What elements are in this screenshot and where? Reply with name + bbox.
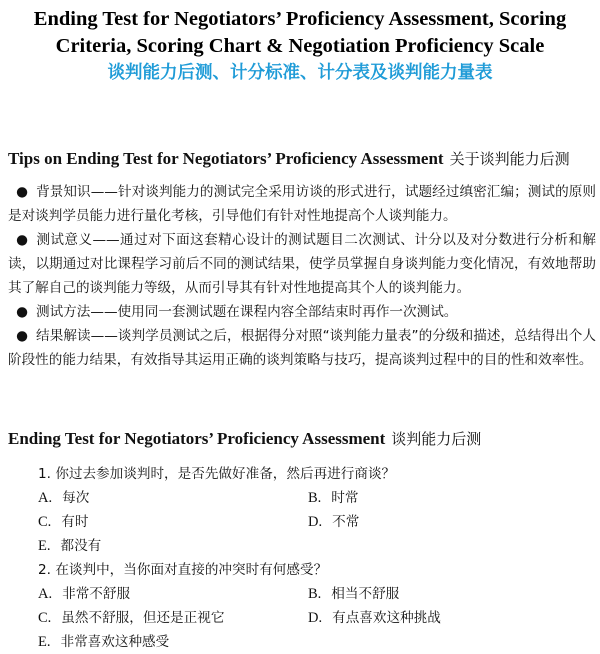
- tips-section: [8, 148, 596, 372]
- test-section: [8, 428, 596, 654]
- test-heading: [8, 428, 596, 450]
- tips-item: ● 测试方法——使用同一套测试题在课程内容全部结束时再作一次测试。: [8, 300, 596, 324]
- bullet-icon: ●: [16, 232, 28, 248]
- option-row: [8, 534, 596, 558]
- option-q1-c[interactable]: C. 有时: [38, 514, 89, 530]
- title-zh: 谈判能力后测、计分标准、计分表及谈判能力量表: [107, 63, 493, 83]
- tips-heading-zh: 关于谈判能力后测: [449, 150, 570, 168]
- tips-item: ● 测试意义——通过对下面这套精心设计的测试题目二次测试、计分以及对分数进行分析和解读，以期通过对比课程学习前后不同的测试结果，使学员掌握自身谈判能力变化情况，有效地帮助其了解自己的谈判能力等级，从而引导其有针对性地提高其个人的谈判能力。: [8, 228, 596, 300]
- option-q2-e[interactable]: E. 非常喜欢这种感受: [38, 634, 170, 650]
- option-row: [8, 630, 596, 654]
- option-q2-b[interactable]: B. 相当不舒服: [308, 586, 400, 602]
- bullet-icon: ●: [16, 304, 28, 320]
- test-heading-en: Ending Test for Negotiators’ Proficiency Assessment: [8, 429, 386, 448]
- option-row: [8, 582, 596, 606]
- tips-heading-en: Tips on Ending Test for Negotiators’ Proficiency Assessment: [8, 149, 444, 168]
- question-2: 2. 在谈判中，当你面对直接的冲突时有何感受？: [38, 562, 328, 578]
- bullet-icon: ●: [16, 328, 28, 344]
- bullet-icon: ●: [16, 184, 28, 200]
- option-q1-d[interactable]: D. 不常: [308, 514, 360, 530]
- option-q2-a[interactable]: A. 非常不舒服: [38, 586, 131, 602]
- option-q1-b[interactable]: B. 时常: [308, 490, 359, 506]
- option-q1-a[interactable]: A. 每次: [38, 490, 90, 506]
- option-q2-c[interactable]: C. 虽然不舒服，但还是正视它: [38, 610, 225, 626]
- option-row: [8, 606, 596, 630]
- title-en-line1: Ending Test for Negotiators’ Proficiency Assessment, Scoring: [33, 8, 567, 30]
- question-1: 1. 你过去参加谈判时，是否先做好准备，然后再进行商谈？: [38, 466, 396, 482]
- option-q1-e[interactable]: E. 都没有: [38, 538, 102, 554]
- test-heading-zh: 谈判能力后测: [391, 430, 482, 448]
- option-q2-d[interactable]: D. 有点喜欢这种挑战: [308, 610, 441, 626]
- option-row: [8, 486, 596, 510]
- title-en-line2: Criteria, Scoring Chart & Negotiation Proficiency Scale: [55, 35, 545, 57]
- option-row: [8, 510, 596, 534]
- document-header: [0, 6, 600, 87]
- tips-heading: [8, 148, 596, 170]
- tips-item: ● 结果解读——谈判学员测试之后，根据得分对照“谈判能力量表”的分级和描述，总结得出个人阶段性的能力结果，有效指导其运用正确的谈判策略与技巧，提高谈判过程中的目的性和效率性。: [8, 324, 596, 372]
- tips-item: ● 背景知识——针对谈判能力的测试完全采用访谈的形式进行，试题经过缜密汇编；测试的原则是对谈判学员能力进行量化考核，引导他们有针对性地提高个人谈判能力。: [8, 180, 596, 228]
